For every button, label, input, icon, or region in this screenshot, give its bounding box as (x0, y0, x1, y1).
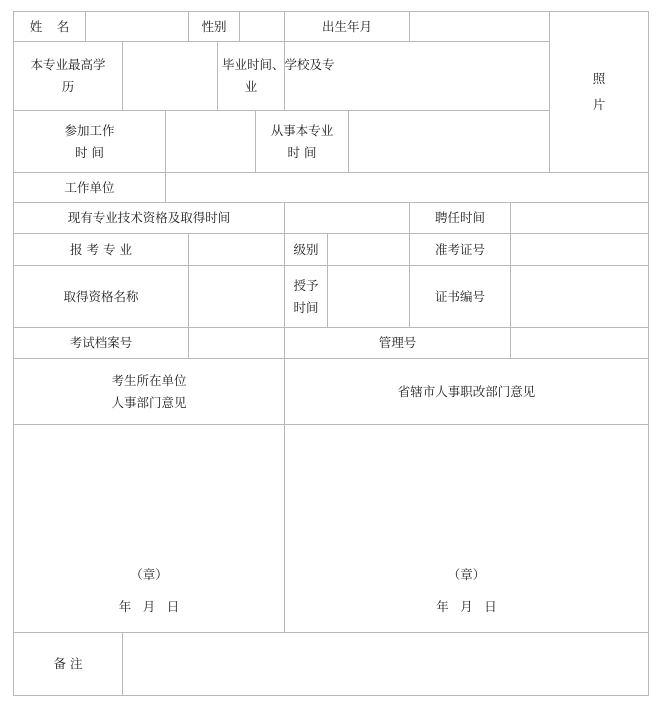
label-current-qualification: 现有专业技术资格及取得时间 (14, 203, 285, 234)
city-seal-label: （章） (447, 567, 486, 583)
label-name: 姓 名 (14, 12, 86, 42)
table-row-current-qualification (14, 203, 649, 234)
table-row-remark (14, 633, 649, 696)
field-name-value[interactable] (86, 12, 189, 42)
application-form (13, 11, 648, 695)
label-apply-major: 报 考 专 业 (14, 234, 189, 266)
label-employer: 工作单位 (14, 173, 166, 203)
table-row-apply-major (14, 234, 649, 266)
label-appointment-time: 聘任时间 (410, 203, 511, 234)
field-certificate-no-value[interactable] (511, 266, 649, 328)
table-row-obtained-qualification (14, 266, 649, 328)
field-major-start-time-value[interactable] (349, 111, 550, 173)
field-grant-time-value[interactable] (328, 266, 410, 328)
label-remark: 备 注 (14, 633, 123, 696)
field-gender-value[interactable] (240, 12, 285, 42)
table-row-opinion-headers (14, 359, 649, 425)
field-employer-value[interactable] (166, 173, 649, 203)
table-row-employer (14, 173, 649, 203)
form-table (13, 11, 649, 696)
field-admission-ticket-no-value[interactable] (511, 234, 649, 266)
table-row-exam-file-no (14, 328, 649, 359)
field-apply-major-value[interactable] (189, 234, 285, 266)
photo-label-line2: 片 (592, 97, 606, 112)
field-obtained-qualification-name-value[interactable] (189, 266, 285, 328)
label-city-personnel-opinion: 省辖市人事职改部门意见 (285, 359, 649, 425)
label-grant-time: 授予 时间 (285, 266, 328, 328)
label-highest-education: 本专业最高学 历 (14, 42, 123, 111)
photo-placeholder[interactable] (550, 12, 649, 173)
city-opinion-signature-area[interactable] (285, 425, 649, 633)
table-row-basic-info (14, 12, 649, 42)
label-manage-no: 管理号 (285, 328, 511, 359)
field-level-value[interactable] (328, 234, 410, 266)
field-appointment-time-value[interactable] (511, 203, 649, 234)
label-graduation-info: 毕业时间、学校及专 业 (218, 42, 285, 111)
label-certificate-no: 证书编号 (410, 266, 511, 328)
unit-seal-label: （章） (130, 567, 168, 583)
field-graduation-info-value[interactable] (285, 42, 550, 111)
field-manage-no-value[interactable] (511, 328, 649, 359)
label-obtained-qualification-name: 取得资格名称 (14, 266, 189, 328)
label-level: 级别 (285, 234, 328, 266)
label-birth-date: 出生年月 (285, 12, 410, 42)
unit-date-label: 年 月 日 (118, 599, 183, 615)
field-exam-file-no-value[interactable] (189, 328, 285, 359)
label-major-start-time: 从事本专业 时 间 (256, 111, 349, 173)
table-row-opinion-signature (14, 425, 649, 633)
unit-opinion-signature-area[interactable] (14, 425, 285, 633)
label-gender: 性别 (189, 12, 240, 42)
photo-label-line1: 照 (592, 71, 606, 87)
label-unit-personnel-opinion: 考生所在单位 人事部门意见 (14, 359, 285, 425)
field-highest-education-value[interactable] (123, 42, 218, 111)
field-current-qualification-value[interactable] (285, 203, 410, 234)
label-admission-ticket-no: 准考证号 (410, 234, 511, 266)
label-exam-file-no: 考试档案号 (14, 328, 189, 359)
field-birth-date-value[interactable] (410, 12, 550, 42)
field-work-start-time-value[interactable] (166, 111, 256, 173)
city-date-label: 年 月 日 (436, 599, 501, 615)
field-remark-value[interactable] (123, 633, 649, 696)
label-work-start-time: 参加工作 时 间 (14, 111, 166, 173)
